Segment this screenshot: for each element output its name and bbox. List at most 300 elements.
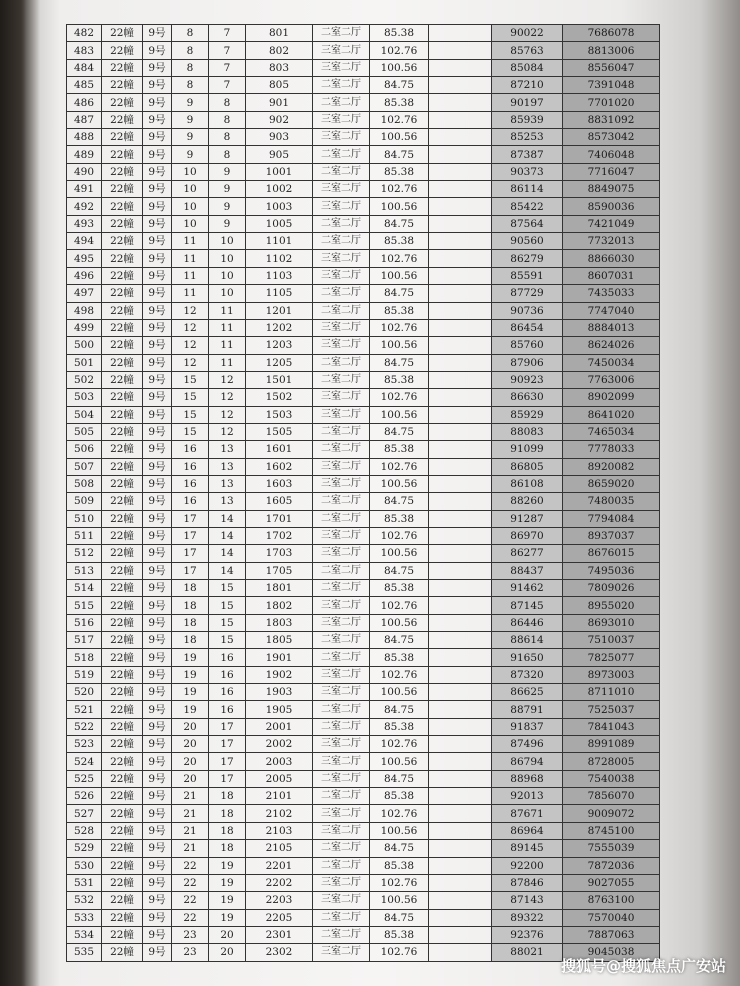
room-number-cell: 1502 [246,389,313,406]
total-price-cell: 8728005 [563,753,660,770]
area-cell: 84.75 [370,562,429,579]
row-index-cell: 516 [67,614,102,631]
unit-price-cell: 87671 [492,805,563,822]
building-cell: 22幢 [102,94,143,111]
table-row [67,77,660,94]
level-cell: 11 [209,302,246,319]
floor-cell: 21 [172,840,209,857]
area-cell: 100.56 [370,267,429,284]
row-index-cell: 505 [67,423,102,440]
level-cell: 11 [209,319,246,336]
unit-price-cell: 86277 [492,545,563,562]
total-price-cell: 7465034 [563,423,660,440]
floor-cell: 11 [172,267,209,284]
row-index-cell: 484 [67,59,102,76]
room-number-cell: 1703 [246,545,313,562]
blank-cell [429,649,492,666]
building-cell: 22幢 [102,666,143,683]
room-number-cell: 2003 [246,753,313,770]
row-index-cell: 487 [67,111,102,128]
building-cell: 22幢 [102,736,143,753]
layout-type-cell: 三室二厅 [313,59,370,76]
total-price-cell: 7778033 [563,441,660,458]
floor-cell: 11 [172,250,209,267]
table-row [67,129,660,146]
room-number-cell: 801 [246,25,313,42]
building-cell: 22幢 [102,441,143,458]
room-number-cell: 1801 [246,580,313,597]
row-index-cell: 530 [67,857,102,874]
room-number-cell: 1105 [246,285,313,302]
blank-cell [429,874,492,891]
building-cell: 22幢 [102,458,143,475]
building-cell: 22幢 [102,822,143,839]
unit-cell: 9号 [143,666,172,683]
table-row [67,302,660,319]
area-cell: 85.38 [370,233,429,250]
row-index-cell: 518 [67,649,102,666]
unit-cell: 9号 [143,736,172,753]
area-cell: 84.75 [370,840,429,857]
blank-cell [429,701,492,718]
floor-cell: 21 [172,805,209,822]
level-cell: 18 [209,840,246,857]
unit-price-cell: 88083 [492,423,563,440]
unit-price-cell: 88437 [492,562,563,579]
level-cell: 12 [209,389,246,406]
layout-type-cell: 二室二厅 [313,926,370,943]
room-number-cell: 1805 [246,632,313,649]
unit-price-cell: 87145 [492,597,563,614]
building-cell: 22幢 [102,233,143,250]
area-cell: 100.56 [370,684,429,701]
blank-cell [429,111,492,128]
blank-cell [429,146,492,163]
row-index-cell: 497 [67,285,102,302]
row-index-cell: 521 [67,701,102,718]
floor-cell: 20 [172,753,209,770]
total-price-cell: 8624026 [563,337,660,354]
row-index-cell: 522 [67,718,102,735]
building-cell: 22幢 [102,146,143,163]
table-row [67,770,660,787]
area-cell: 100.56 [370,406,429,423]
total-price-cell: 7391048 [563,77,660,94]
unit-price-cell: 90197 [492,94,563,111]
layout-type-cell: 二室二厅 [313,25,370,42]
building-cell: 22幢 [102,770,143,787]
floor-cell: 23 [172,926,209,943]
layout-type-cell: 三室二厅 [313,458,370,475]
layout-type-cell: 二室二厅 [313,840,370,857]
unit-price-cell: 87496 [492,736,563,753]
table-row [67,406,660,423]
level-cell: 16 [209,684,246,701]
floor-cell: 22 [172,857,209,874]
layout-type-cell: 二室二厅 [313,632,370,649]
room-number-cell: 1205 [246,354,313,371]
total-price-cell: 7747040 [563,302,660,319]
building-cell: 22幢 [102,423,143,440]
room-number-cell: 1002 [246,181,313,198]
row-index-cell: 485 [67,77,102,94]
unit-price-cell: 85760 [492,337,563,354]
blank-cell [429,527,492,544]
unit-price-cell: 92200 [492,857,563,874]
blank-cell [429,788,492,805]
blank-cell [429,94,492,111]
building-cell: 22幢 [102,111,143,128]
row-index-cell: 534 [67,926,102,943]
unit-cell: 9号 [143,163,172,180]
level-cell: 19 [209,909,246,926]
room-number-cell: 2101 [246,788,313,805]
total-price-cell: 7570040 [563,909,660,926]
building-cell: 22幢 [102,944,143,961]
total-price-cell: 7480035 [563,493,660,510]
unit-price-cell: 90560 [492,233,563,250]
blank-cell [429,302,492,319]
area-cell: 102.76 [370,250,429,267]
total-price-cell: 8711010 [563,684,660,701]
row-index-cell: 509 [67,493,102,510]
level-cell: 20 [209,926,246,943]
blank-cell [429,597,492,614]
unit-price-cell: 89322 [492,909,563,926]
building-cell: 22幢 [102,580,143,597]
room-number-cell: 1201 [246,302,313,319]
layout-type-cell: 二室二厅 [313,493,370,510]
layout-type-cell: 二室二厅 [313,510,370,527]
total-price-cell: 7856070 [563,788,660,805]
table-row [67,59,660,76]
room-number-cell: 802 [246,42,313,59]
total-price-cell: 8763100 [563,892,660,909]
layout-type-cell: 二室二厅 [313,285,370,302]
layout-type-cell: 二室二厅 [313,215,370,232]
unit-cell: 9号 [143,840,172,857]
row-index-cell: 511 [67,527,102,544]
table-row [67,701,660,718]
level-cell: 7 [209,25,246,42]
unit-cell: 9号 [143,406,172,423]
layout-type-cell: 三室二厅 [313,666,370,683]
unit-cell: 9号 [143,493,172,510]
building-cell: 22幢 [102,892,143,909]
floor-cell: 16 [172,475,209,492]
layout-type-cell: 三室二厅 [313,267,370,284]
unit-price-cell: 86279 [492,250,563,267]
total-price-cell: 7825077 [563,649,660,666]
layout-type-cell: 三室二厅 [313,736,370,753]
floor-cell: 18 [172,580,209,597]
table-row [67,371,660,388]
blank-cell [429,510,492,527]
table-row [67,736,660,753]
floor-cell: 11 [172,285,209,302]
unit-price-cell: 85253 [492,129,563,146]
room-number-cell: 1603 [246,475,313,492]
layout-type-cell: 二室二厅 [313,371,370,388]
table-row [67,181,660,198]
unit-price-cell: 91462 [492,580,563,597]
level-cell: 14 [209,527,246,544]
unit-price-cell: 86630 [492,389,563,406]
unit-cell: 9号 [143,267,172,284]
area-cell: 84.75 [370,493,429,510]
building-cell: 22幢 [102,129,143,146]
row-index-cell: 526 [67,788,102,805]
floor-cell: 19 [172,701,209,718]
total-price-cell: 7525037 [563,701,660,718]
level-cell: 10 [209,285,246,302]
unit-cell: 9号 [143,753,172,770]
room-number-cell: 805 [246,77,313,94]
total-price-cell: 7510037 [563,632,660,649]
level-cell: 8 [209,146,246,163]
unit-cell: 9号 [143,510,172,527]
table-row [67,146,660,163]
unit-cell: 9号 [143,684,172,701]
floor-cell: 10 [172,198,209,215]
building-cell: 22幢 [102,788,143,805]
blank-cell [429,371,492,388]
blank-cell [429,822,492,839]
area-cell: 85.38 [370,580,429,597]
building-cell: 22幢 [102,354,143,371]
blank-cell [429,406,492,423]
blank-cell [429,753,492,770]
area-cell: 85.38 [370,649,429,666]
area-cell: 100.56 [370,59,429,76]
blank-cell [429,423,492,440]
area-cell: 102.76 [370,42,429,59]
layout-type-cell: 三室二厅 [313,475,370,492]
layout-type-cell: 二室二厅 [313,562,370,579]
unit-price-cell: 88021 [492,944,563,961]
layout-type-cell: 二室二厅 [313,233,370,250]
row-index-cell: 503 [67,389,102,406]
floor-cell: 15 [172,371,209,388]
unit-price-cell: 85763 [492,42,563,59]
total-price-cell: 7887063 [563,926,660,943]
unit-cell: 9号 [143,25,172,42]
blank-cell [429,840,492,857]
blank-cell [429,215,492,232]
area-cell: 84.75 [370,423,429,440]
level-cell: 16 [209,666,246,683]
layout-type-cell: 二室二厅 [313,788,370,805]
unit-cell: 9号 [143,59,172,76]
total-price-cell: 7540038 [563,770,660,787]
floor-cell: 18 [172,614,209,631]
building-cell: 22幢 [102,215,143,232]
room-number-cell: 1102 [246,250,313,267]
level-cell: 13 [209,441,246,458]
layout-type-cell: 三室二厅 [313,129,370,146]
unit-cell: 9号 [143,892,172,909]
area-cell: 100.56 [370,198,429,215]
area-cell: 84.75 [370,909,429,926]
table-row [67,562,660,579]
room-number-cell: 1001 [246,163,313,180]
level-cell: 8 [209,111,246,128]
layout-type-cell: 三室二厅 [313,389,370,406]
unit-cell: 9号 [143,337,172,354]
building-cell: 22幢 [102,250,143,267]
total-price-cell: 7732013 [563,233,660,250]
building-cell: 22幢 [102,337,143,354]
layout-type-cell: 二室二厅 [313,354,370,371]
unit-cell: 9号 [143,233,172,250]
layout-type-cell: 三室二厅 [313,319,370,336]
unit-cell: 9号 [143,77,172,94]
layout-type-cell: 二室二厅 [313,423,370,440]
area-cell: 100.56 [370,337,429,354]
unit-price-cell: 85939 [492,111,563,128]
floor-cell: 17 [172,527,209,544]
building-cell: 22幢 [102,163,143,180]
area-cell: 102.76 [370,527,429,544]
room-number-cell: 2005 [246,770,313,787]
room-number-cell: 2202 [246,874,313,891]
floor-cell: 16 [172,458,209,475]
total-price-cell: 7763006 [563,371,660,388]
area-cell: 85.38 [370,94,429,111]
area-cell: 100.56 [370,822,429,839]
room-number-cell: 1005 [246,215,313,232]
table-row [67,822,660,839]
unit-price-cell: 85591 [492,267,563,284]
layout-type-cell: 三室二厅 [313,406,370,423]
row-index-cell: 496 [67,267,102,284]
row-index-cell: 494 [67,233,102,250]
total-price-cell: 7686078 [563,25,660,42]
row-index-cell: 506 [67,441,102,458]
row-index-cell: 514 [67,580,102,597]
floor-cell: 15 [172,406,209,423]
unit-price-cell: 86970 [492,527,563,544]
area-cell: 85.38 [370,926,429,943]
floor-cell: 17 [172,510,209,527]
layout-type-cell: 二室二厅 [313,441,370,458]
table-row [67,684,660,701]
building-cell: 22幢 [102,701,143,718]
room-number-cell: 1905 [246,701,313,718]
room-number-cell: 1702 [246,527,313,544]
room-number-cell: 2205 [246,909,313,926]
area-cell: 102.76 [370,389,429,406]
unit-cell: 9号 [143,389,172,406]
room-number-cell: 1901 [246,649,313,666]
level-cell: 7 [209,42,246,59]
building-cell: 22幢 [102,475,143,492]
unit-cell: 9号 [143,475,172,492]
level-cell: 9 [209,163,246,180]
table-row [67,909,660,926]
unit-price-cell: 91837 [492,718,563,735]
level-cell: 11 [209,354,246,371]
blank-cell [429,319,492,336]
floor-cell: 17 [172,545,209,562]
unit-price-cell: 86114 [492,181,563,198]
row-index-cell: 529 [67,840,102,857]
unit-cell: 9号 [143,111,172,128]
layout-type-cell: 三室二厅 [313,42,370,59]
blank-cell [429,475,492,492]
row-index-cell: 508 [67,475,102,492]
room-number-cell: 2103 [246,822,313,839]
building-cell: 22幢 [102,614,143,631]
blank-cell [429,718,492,735]
room-number-cell: 1503 [246,406,313,423]
row-index-cell: 515 [67,597,102,614]
floor-cell: 22 [172,909,209,926]
blank-cell [429,59,492,76]
level-cell: 19 [209,857,246,874]
floor-cell: 8 [172,59,209,76]
level-cell: 7 [209,59,246,76]
blank-cell [429,545,492,562]
area-cell: 102.76 [370,944,429,961]
blank-cell [429,233,492,250]
area-cell: 85.38 [370,510,429,527]
area-cell: 100.56 [370,753,429,770]
floor-cell: 22 [172,892,209,909]
table-row [67,42,660,59]
floor-cell: 12 [172,319,209,336]
layout-type-cell: 三室二厅 [313,753,370,770]
layout-type-cell: 三室二厅 [313,111,370,128]
blank-cell [429,25,492,42]
floor-cell: 18 [172,632,209,649]
floor-cell: 18 [172,597,209,614]
area-cell: 102.76 [370,666,429,683]
level-cell: 19 [209,892,246,909]
blank-cell [429,354,492,371]
building-cell: 22幢 [102,909,143,926]
floor-cell: 10 [172,215,209,232]
unit-cell: 9号 [143,822,172,839]
layout-type-cell: 三室二厅 [313,614,370,631]
table-row [67,840,660,857]
unit-price-cell: 92376 [492,926,563,943]
total-price-cell: 7716047 [563,163,660,180]
level-cell: 15 [209,580,246,597]
level-cell: 9 [209,215,246,232]
row-index-cell: 527 [67,805,102,822]
floor-cell: 8 [172,42,209,59]
table-row [67,666,660,683]
building-cell: 22幢 [102,25,143,42]
level-cell: 17 [209,718,246,735]
table-row [67,475,660,492]
total-price-cell: 8641020 [563,406,660,423]
layout-type-cell: 二室二厅 [313,77,370,94]
row-index-cell: 501 [67,354,102,371]
area-cell: 85.38 [370,25,429,42]
building-cell: 22幢 [102,371,143,388]
building-cell: 22幢 [102,527,143,544]
unit-cell: 9号 [143,909,172,926]
total-price-cell: 8573042 [563,129,660,146]
layout-type-cell: 三室二厅 [313,684,370,701]
building-cell: 22幢 [102,319,143,336]
blank-cell [429,857,492,874]
area-cell: 102.76 [370,111,429,128]
table-row [67,423,660,440]
building-cell: 22幢 [102,597,143,614]
